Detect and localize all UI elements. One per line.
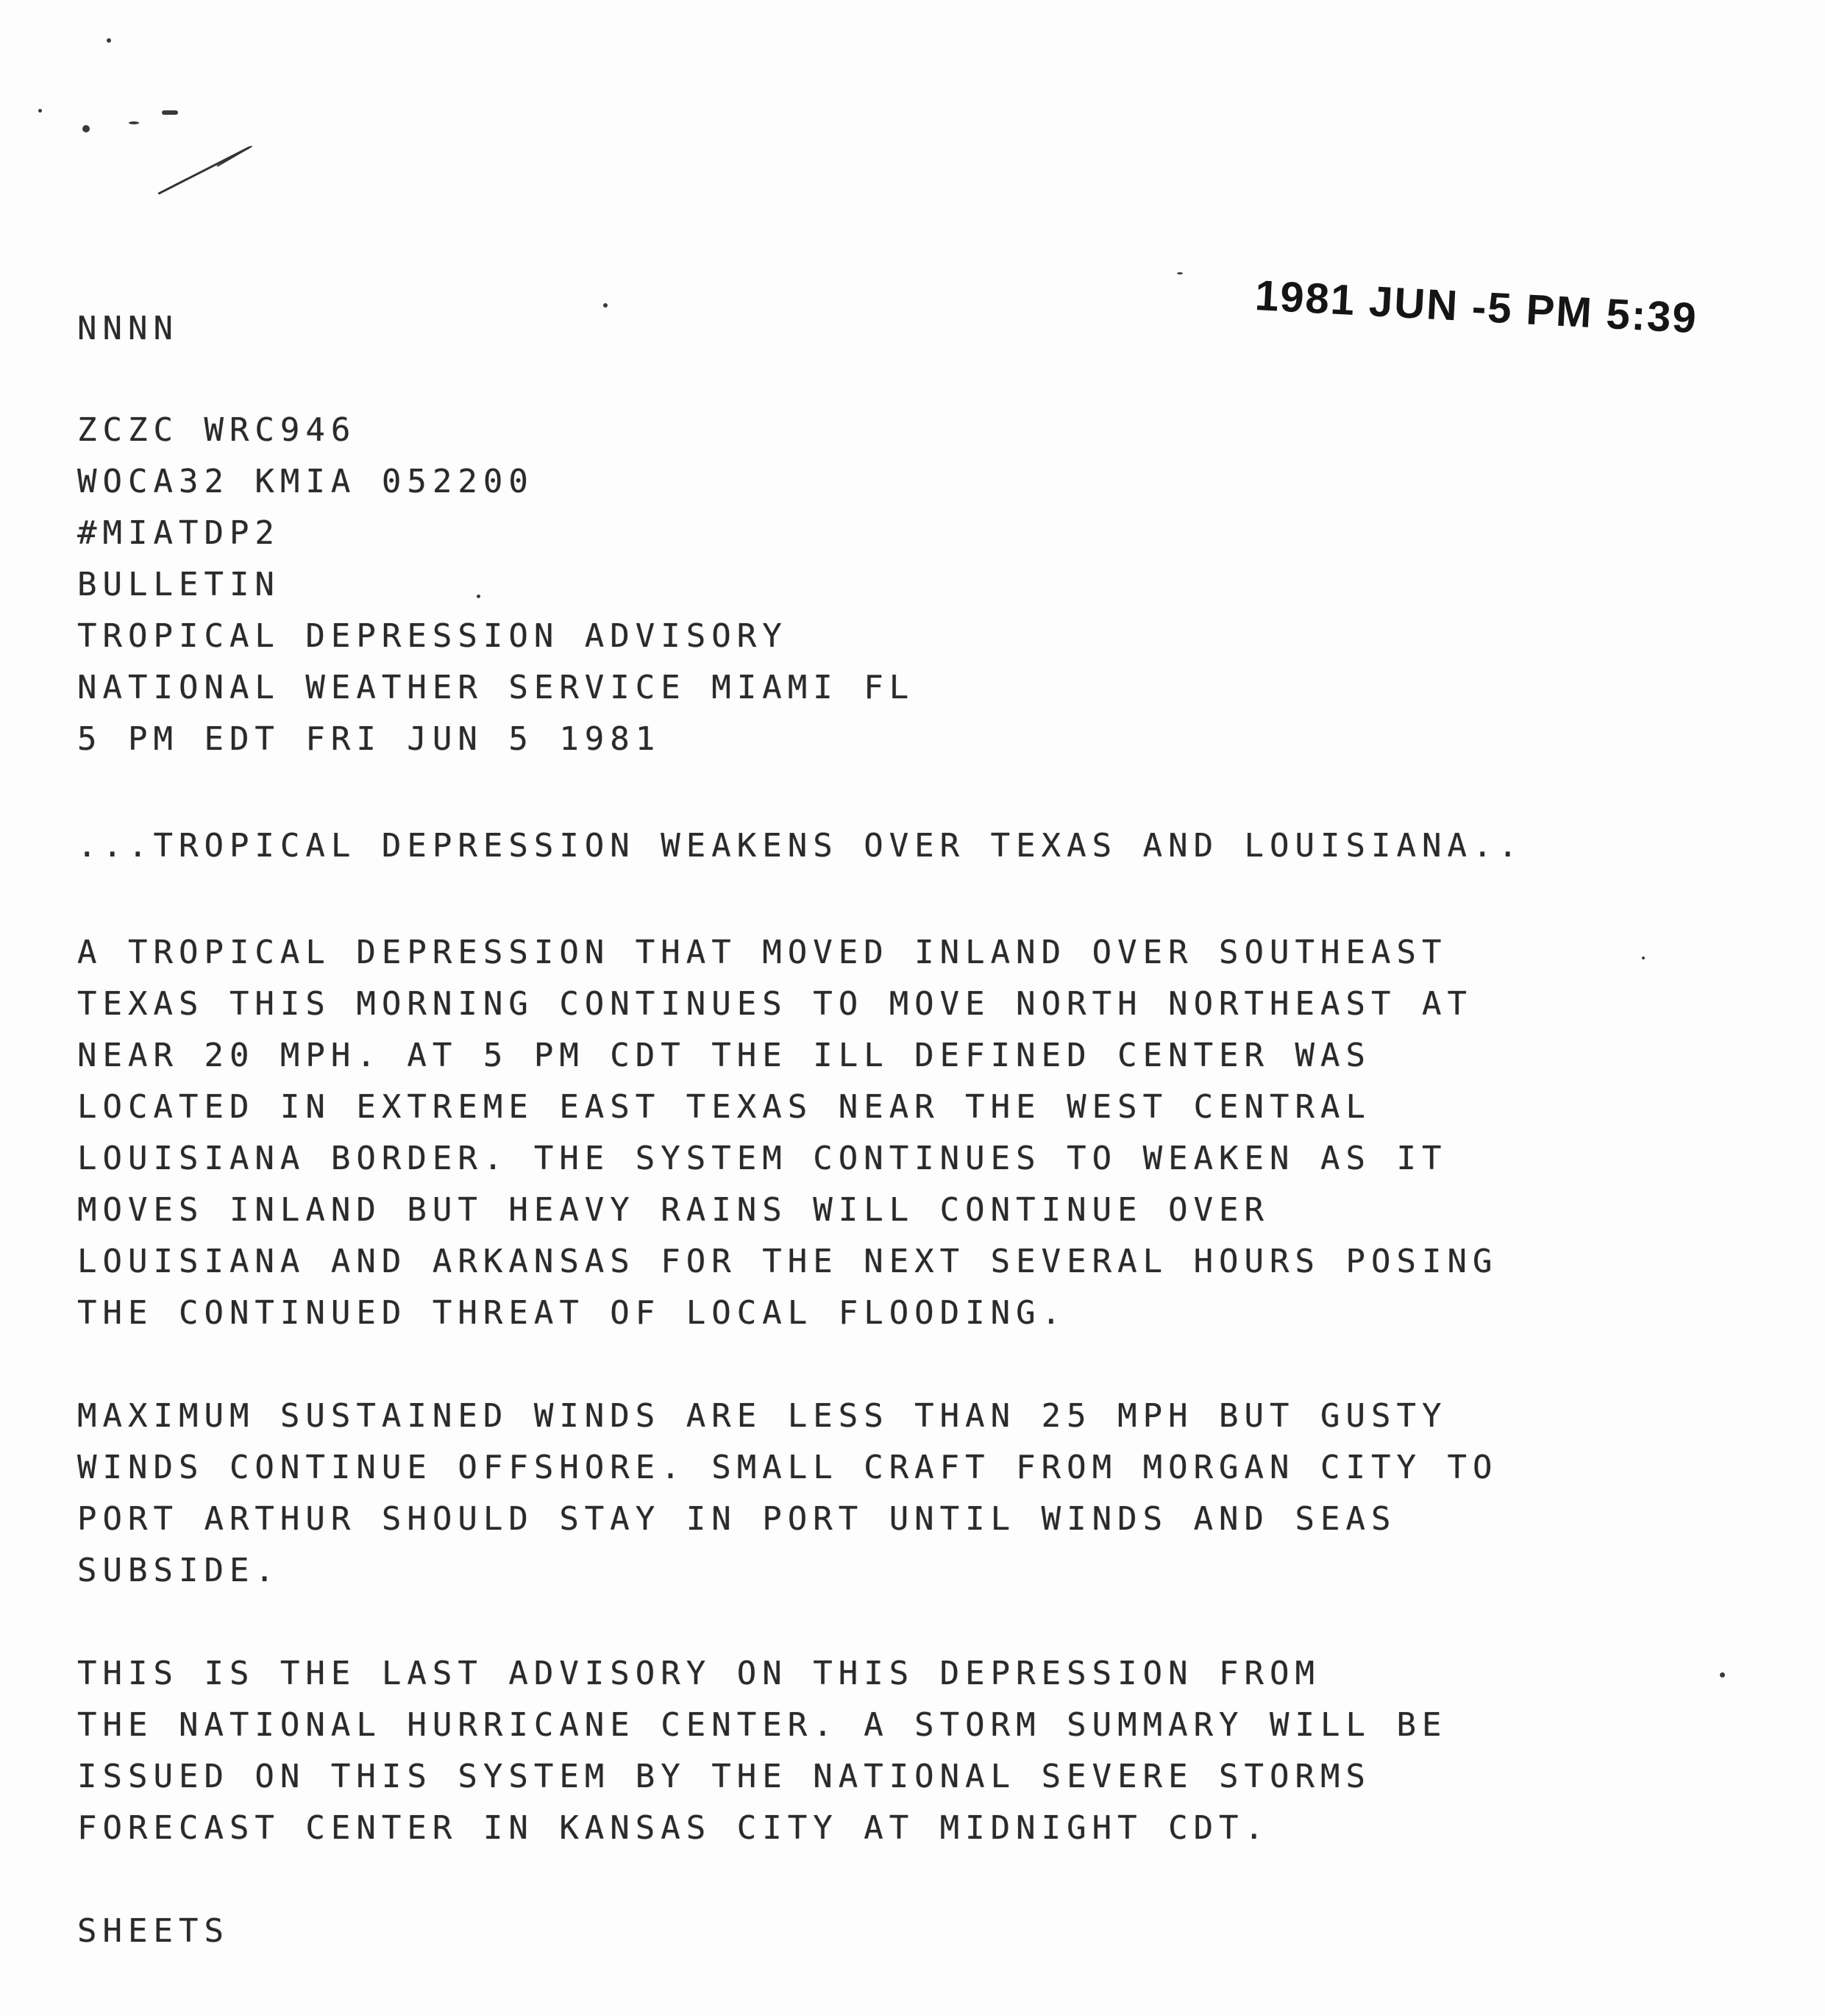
scan-scratch-mark: [217, 146, 253, 167]
scan-speck: [477, 594, 480, 598]
scan-speck: [107, 38, 111, 43]
text-line: MOVES INLAND BUT HEAVY RAINS WILL CONTINUE OVER: [77, 1191, 1270, 1229]
text-line: LOUISIANA AND ARKANSAS FOR THE NEXT SEVERAL HOURS POSING: [77, 1243, 1498, 1280]
routing-line-3: #MIATDP2: [77, 514, 280, 552]
text-line: SUBSIDE.: [77, 1552, 280, 1589]
issuing-office: NATIONAL WEATHER SERVICE MIAMI FL: [77, 669, 915, 706]
advisory-title: TROPICAL DEPRESSION ADVISORY: [77, 617, 788, 655]
scan-speck: [1642, 956, 1645, 959]
routing-line-2: WOCA32 KMIA 052200: [77, 463, 534, 500]
scan-speck: [1720, 1672, 1725, 1678]
bulletin-label: BULLETIN: [77, 566, 280, 603]
text-line: FORECAST CENTER IN KANSAS CITY AT MIDNIGHT CDT.: [77, 1809, 1270, 1847]
scan-speck: [38, 109, 42, 113]
scan-speck: [1177, 272, 1183, 274]
text-line: THE NATIONAL HURRICANE CENTER. A STORM SUMMARY WILL BE: [77, 1706, 1448, 1744]
text-line: WINDS CONTINUE OFFSHORE. SMALL CRAFT FROM MORGAN CITY TO: [77, 1449, 1498, 1486]
text-line: TEXAS THIS MORNING CONTINUES TO MOVE NORTH NORTHEAST AT: [77, 985, 1473, 1023]
advisory-headline: ...TROPICAL DEPRESSION WEAKENS OVER TEXAS AND LOUISIANA..: [77, 827, 1523, 865]
text-line: LOCATED IN EXTREME EAST TEXAS NEAR THE WEST CENTRAL: [77, 1088, 1372, 1126]
scan-speck: [129, 121, 139, 124]
scan-speck: [162, 110, 178, 115]
received-time-stamp: 1981 JUN -5 PM 5:39: [1253, 271, 1699, 343]
text-line: THE CONTINUED THREAT OF LOCAL FLOODING.: [77, 1294, 1067, 1332]
scan-speck: [603, 303, 608, 308]
forecaster-signature: SHEETS: [77, 1912, 230, 1950]
issue-datetime: 5 PM EDT FRI JUN 5 1981: [77, 720, 661, 758]
routing-line-1: ZCZC WRC946: [77, 411, 357, 449]
scan-speck: [82, 125, 90, 132]
text-line: PORT ARTHUR SHOULD STAY IN PORT UNTIL WINDS AND SEAS: [77, 1500, 1397, 1538]
text-line: ISSUED ON THIS SYSTEM BY THE NATIONAL SEVERE STORMS: [77, 1758, 1372, 1795]
text-line: A TROPICAL DEPRESSION THAT MOVED INLAND OVER SOUTHEAST: [77, 934, 1448, 971]
text-line: MAXIMUM SUSTAINED WINDS ARE LESS THAN 25 MPH BUT GUSTY: [77, 1397, 1448, 1435]
nnnn-marker: NNNN: [77, 310, 179, 347]
text-line: LOUISIANA BORDER. THE SYSTEM CONTINUES TO WEAKEN AS IT: [77, 1140, 1448, 1177]
text-line: THIS IS THE LAST ADVISORY ON THIS DEPRESSION FROM: [77, 1655, 1321, 1692]
text-line: NEAR 20 MPH. AT 5 PM CDT THE ILL DEFINED CENTER WAS: [77, 1037, 1372, 1074]
